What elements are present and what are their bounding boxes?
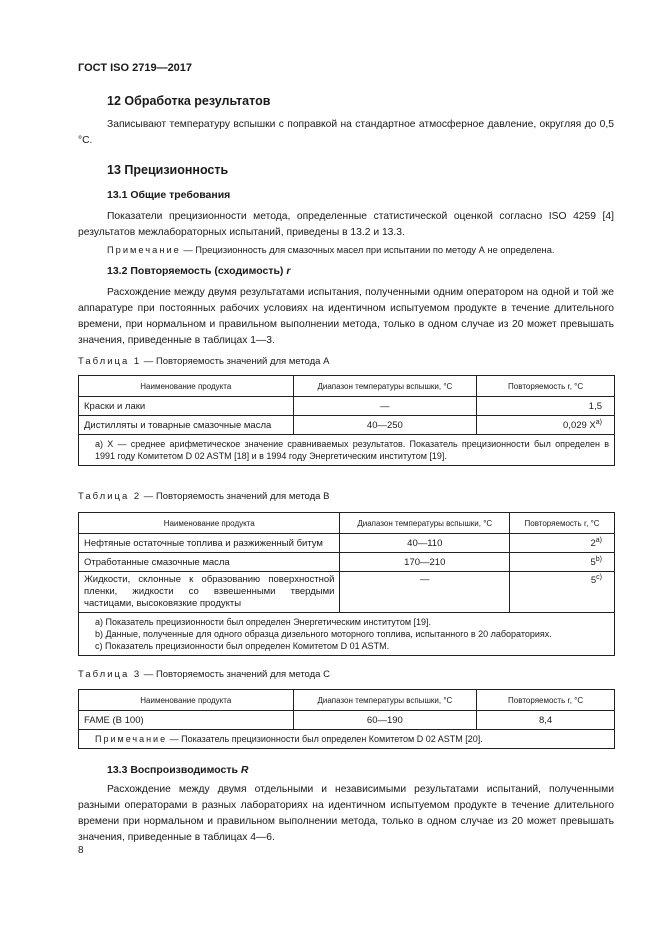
section-13-2-paragraph: Расхождение между двумя результатами испытания, полученными одним оператором на одной и той же аппаратуре при постоянных рабочих условиях на идентичном испытуемом продукте в течение длительного времени, при нормальном и правильном выполнении метода, только в одном случае из 20 может превышать значения, приведенные в таблицах 1—3. xyxy=(78,287,614,346)
table-1-caption: Таблица 1 — Повторяемость значений для метода А xyxy=(78,356,330,367)
table-cell: FAME (В 100) xyxy=(79,711,294,730)
table-header: Наименование продукта xyxy=(79,376,294,397)
table-row xyxy=(79,435,615,466)
table-3-note: Примечание — Показатель прецизионности был определен Комитетом D 02 ASTM [20]. xyxy=(79,730,615,749)
table-row xyxy=(79,613,615,656)
table-row xyxy=(79,553,615,572)
table-header: Повторяемость r, °С xyxy=(477,376,615,397)
table-cell: Дистилляты и товарные смазочные масла xyxy=(79,416,294,435)
document-code: ГОСТ ISO 2719—2017 xyxy=(78,62,193,74)
table-header: Диапазон температуры вспышки, °С xyxy=(293,376,477,397)
table-header: Диапазон температуры вспышки, °С xyxy=(293,690,477,711)
table-cell: 0,029 $X^{а)}$ xyxy=(477,416,615,435)
footnote: c) Показатель прецизионности был определен Комитетом D 01 ASTM. xyxy=(95,641,390,651)
table-cell: 40—110 xyxy=(340,534,510,553)
table-2 xyxy=(78,512,615,656)
table-row xyxy=(79,711,615,730)
table-row xyxy=(79,513,615,534)
table-cell: 170—210 xyxy=(340,553,510,572)
table-cell: 8,4 xyxy=(477,711,615,730)
table-1 xyxy=(78,375,615,466)
table-2-footnotes xyxy=(79,613,615,656)
section-13-1-title: 13.1 Общие требования xyxy=(107,189,231,201)
table-cell: Отработанные смазочные масла xyxy=(79,553,340,572)
table-2-caption: Таблица 2 — Повторяемость значений для метода В xyxy=(78,491,330,502)
section-12-paragraph: Записывают температуру вспышки с поправкой на стандартное атмосферное давление, округляя до 0,5 °С. xyxy=(78,119,614,146)
table-header: Повторяемость r, °С xyxy=(477,690,615,711)
table-row xyxy=(79,730,615,749)
table-cell: 60—190 xyxy=(293,711,477,730)
section-13-3-paragraph: Расхождение между двумя отдельными и независимыми результатами испытаний, полученными разными операторами в разных лабораториях на идентичном испытуемом продукте в течение длительного времени при нормальном и правильном выполнении метода, только в одном случае из 20 может превышать значения, приведенные в таблицах 4—6. xyxy=(78,784,614,843)
table-header: Наименование продукта xyxy=(79,690,294,711)
table-header: Наименование продукта xyxy=(79,513,340,534)
table-cell: 40—250 xyxy=(293,416,477,435)
page-number: 8 xyxy=(78,845,84,856)
table-cell: $2^{а)}$ xyxy=(510,534,615,553)
table-row xyxy=(79,534,615,553)
table-cell: 1,5 xyxy=(477,397,615,416)
table-row xyxy=(79,690,615,711)
table-row xyxy=(79,572,615,613)
section-12-title: 12 Обработка результатов xyxy=(107,94,271,108)
table-cell: — xyxy=(293,397,477,416)
table-row xyxy=(79,397,615,416)
table-row xyxy=(79,416,615,435)
table-cell: Нефтяные остаточные топлива и разжиженный битум xyxy=(79,534,340,553)
table-3 xyxy=(78,689,615,749)
table-row xyxy=(79,376,615,397)
footnote: b) Данные, полученные для одного образца дизельного моторного топлива, испытанного в 20 лабораториях. xyxy=(95,629,552,639)
table-cell: Жидкости, склонные к образованию поверхностной пленки, жидкости со взвешенными твердыми частицами, высоковязкие продукты xyxy=(79,572,340,613)
table-cell: Краски и лаки xyxy=(79,397,294,416)
table-header: Повторяемость r, °С xyxy=(510,513,615,534)
section-13-2-title: 13.2 Повторяемость (сходимость) r xyxy=(107,265,291,277)
table-header: Диапазон температуры вспышки, °С xyxy=(340,513,510,534)
table-3-caption: Таблица 3 — Повторяемость значений для метода С xyxy=(78,669,330,680)
table-1-footnote: а) X — среднее арифметическое значение сравниваемых результатов. Показатель прецизионности был определен в 1991 году Комитетом D 02 ASTM [18] и в 1994 году Энергетическим институтом [19]. xyxy=(79,435,615,466)
section-13-title: 13 Прецизионность xyxy=(107,163,229,177)
table-cell: 5$^{c)}$ xyxy=(510,572,615,613)
table-cell: 5$^{b)}$ xyxy=(510,553,615,572)
table-cell: — xyxy=(340,572,510,613)
footnote: а) Показатель прецизионности был определен Энергетическим институтом [19]. xyxy=(95,617,432,627)
section-13-1-paragraph: Показатели прецизионности метода, определенные статистической оценкой согласно ISO 4259 [4] результатов межлабораторных испытаний, приведены в 13.2 и 13.3. xyxy=(78,211,614,238)
section-13-1-note: Примечание — Прецизионность для смазочных масел при испытании по методу А не определена. xyxy=(107,245,555,255)
section-13-3-title: 13.3 Воспроизводимость R xyxy=(107,764,249,776)
